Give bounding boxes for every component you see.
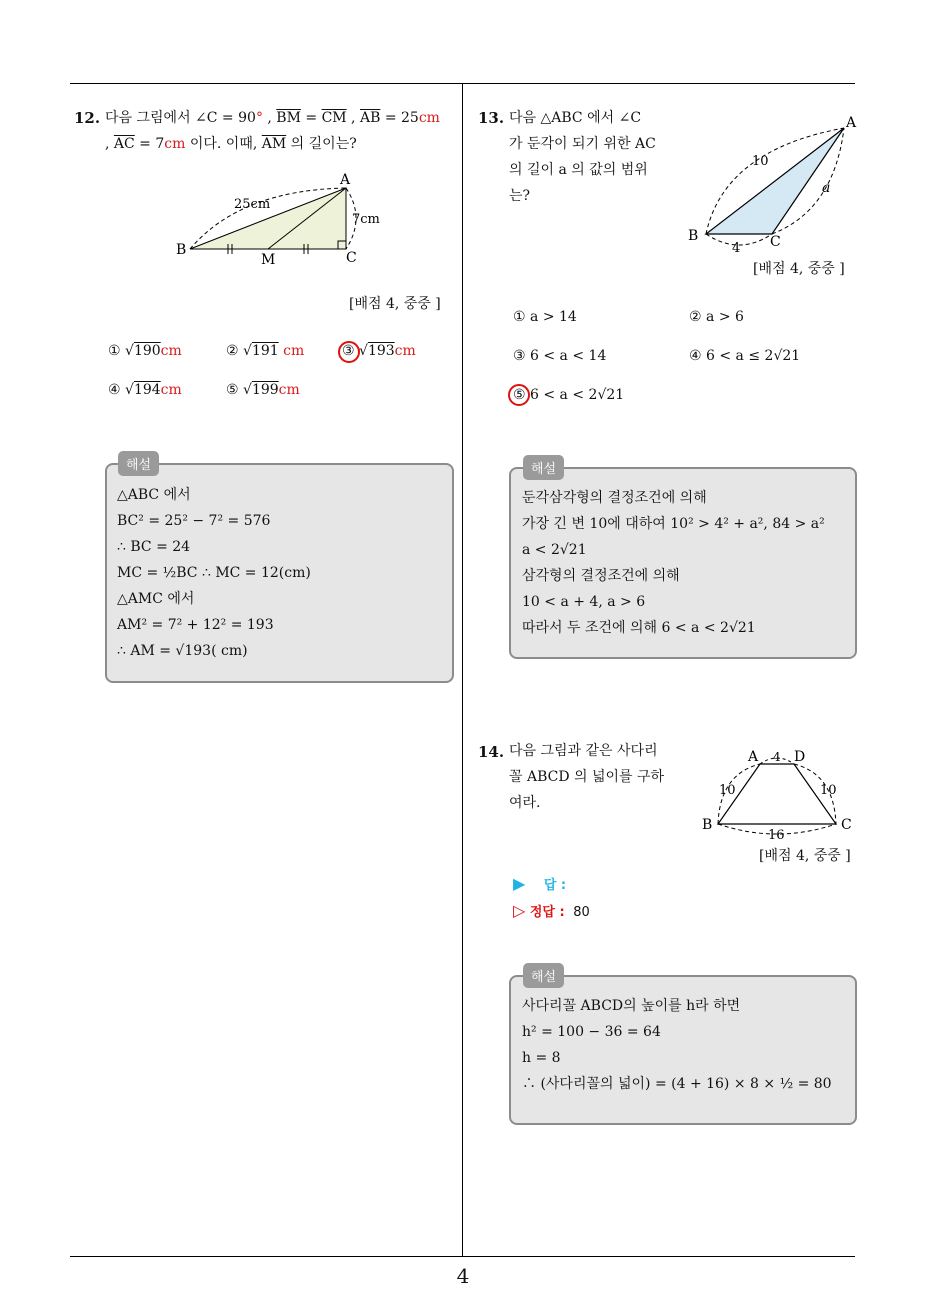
q14-question: 다음 그림과 같은 사다리 꼴 ABCD 의 넓이를 구하 여라.: [509, 743, 665, 811]
q12-label-M: M: [261, 252, 276, 268]
q12-option-2[interactable]: ② √191 cm: [226, 343, 305, 359]
q12-label-7: 7cm: [352, 212, 380, 227]
q13-option-2[interactable]: ② a > 6: [689, 309, 744, 325]
q12-sol-line: MC = ½BC ∴ MC = 12(cm): [117, 565, 311, 581]
q13-option-1[interactable]: ① a > 14: [513, 309, 577, 325]
q12-sol-line: ∴ BC = 24: [117, 539, 191, 555]
q14-label-B: B: [702, 817, 713, 833]
q14-label-10-right: 10: [820, 783, 837, 798]
q13-label-C: C: [770, 234, 781, 250]
q12-sol-line: △AMC 에서: [117, 591, 195, 607]
q13-sol-line: 따라서 두 조건에 의해 6 < a < 2√21: [522, 620, 756, 636]
q13-number: 13.: [478, 109, 505, 127]
q13-label-4: 4: [732, 241, 741, 256]
q14-answer-row: [513, 874, 566, 893]
q13-option-4[interactable]: ④ 6 < a ≤ 2√21: [689, 348, 801, 364]
q14-sol-line: h² = 100 − 36 = 64: [522, 1024, 661, 1040]
q14-label-10-left: 10: [719, 783, 736, 798]
q12-score: [배점 4, 중중 ]: [349, 296, 441, 312]
bottom-rule: [70, 1256, 855, 1257]
q14-number: 14.: [478, 743, 505, 761]
q14-sol-line: h = 8: [522, 1050, 561, 1066]
page-number: 4: [456, 1264, 470, 1288]
q12-sol-line: BC² = 25² − 7² = 576: [117, 513, 271, 529]
q13-sol-line: 10 < a + 4, a > 6: [522, 594, 646, 610]
q13-score: [배점 4, 중중 ]: [753, 261, 845, 277]
q14-label-16: 16: [768, 828, 785, 843]
q14-score: [배점 4, 중중 ]: [759, 848, 851, 864]
q14-label-D: D: [794, 749, 806, 765]
q12-sol-line: △ABC 에서: [117, 487, 191, 503]
q14-answer-label: 답 :: [543, 878, 567, 893]
q13-option-3[interactable]: ③ 6 < a < 14: [513, 348, 607, 364]
q13-question: 다음 △ABC 에서 ∠C 가 둔각이 되기 위한 AC 의 길이 a 의 값의 범위 는?: [509, 110, 656, 204]
q13-triangle-figure: [684, 110, 864, 258]
q13-solution-tab: 해설: [523, 455, 564, 480]
q14-correct-row: [513, 901, 590, 920]
column-divider: [462, 84, 463, 1256]
q14-sol-line: ∴ (사다리꼴의 넓이) = (4 + 16) × 8 × ½ = 80: [522, 1076, 832, 1092]
q12-option-4[interactable]: ④ √194cm: [108, 382, 182, 398]
q12-question: 다음 그림에서 ∠C = 90° , $\overline{BM} = \overline{CM}$ , $\overline{AB} = 25cm$ , $\overline{AC} = 7cm$ 이다. 이때, $\overline{AM}$ 의 길이는?: [105, 110, 440, 152]
q12-triangle-figure: [170, 168, 390, 268]
q13-sol-line: 둔각삼각형의 결정조건에 의해: [522, 490, 707, 506]
q12-label-25: 25cm: [234, 197, 271, 212]
q12-label-A: A: [340, 172, 351, 188]
filled-triangle-icon: ▶: [513, 874, 526, 893]
q14-trapezoid-figure: [700, 744, 860, 844]
q12-sol-line: AM² = 7² + 12² = 193: [117, 617, 274, 633]
q13-sol-line: a < 2√21: [522, 542, 587, 558]
q12-option-5[interactable]: ⑤ √199cm: [226, 382, 300, 398]
q12-option-1[interactable]: ① √190cm: [108, 343, 182, 359]
q14-solution-text: [522, 993, 832, 1097]
outline-triangle-icon: ▷: [513, 901, 526, 920]
q13-option-5[interactable]: ⑤ 6 < a < 2√21: [513, 387, 625, 403]
q12-sol-line: ∴ AM = √193( cm): [117, 643, 248, 659]
q12-option-3[interactable]: ③ √193cm: [342, 343, 416, 359]
q14-label-4: 4: [773, 750, 781, 764]
q14-correct-label: 정답 :: [529, 905, 565, 920]
q14-label-C: C: [841, 817, 852, 833]
q12-label-B: B: [176, 242, 187, 258]
q13-sol-line: 삼각형의 결정조건에 의해: [522, 568, 680, 584]
q13-label-B: B: [688, 228, 699, 244]
q14-sol-line: 사다리꼴 ABCD의 높이를 h라 하면: [522, 998, 741, 1014]
q14-solution-tab: 해설: [523, 963, 564, 988]
q14-label-A: A: [748, 749, 759, 765]
q13-label-10: 10: [752, 154, 769, 169]
q13-label-a: a: [822, 180, 831, 196]
q12-solution-tab: 해설: [118, 451, 159, 476]
q13-label-A: A: [846, 115, 857, 131]
q12-number: 12.: [74, 109, 101, 127]
q13-sol-line: 가장 긴 변 10에 대하여 10² > 4² + a², 84 > a²: [522, 516, 825, 532]
q12-solution-text: [117, 482, 311, 664]
q13-solution-text: [522, 485, 825, 641]
q14-correct-value: 80: [573, 905, 590, 920]
q12-label-C: C: [346, 250, 357, 266]
